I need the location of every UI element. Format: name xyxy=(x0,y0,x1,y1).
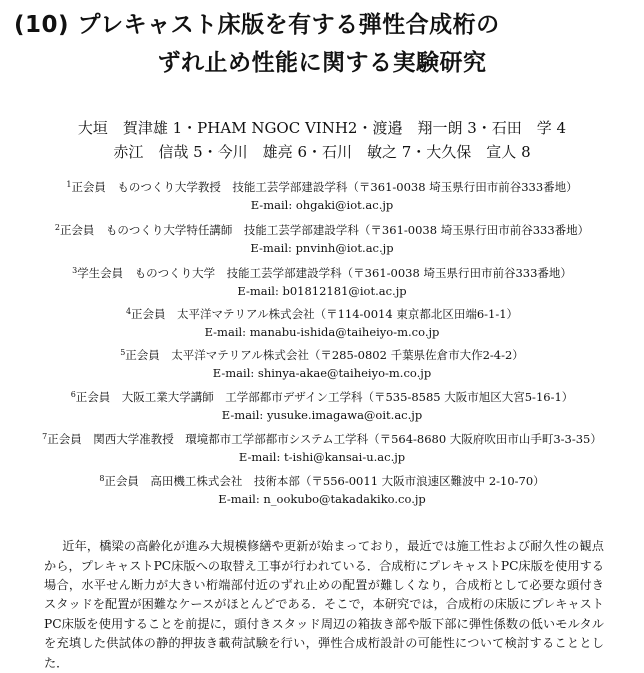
affiliation-text: 正会員 大阪工業大学講師 工学部都市デザイン工学科（〒535-8585 大阪市旭区大宮5-16-1） xyxy=(75,390,574,404)
affiliation-email: E-mail: yusuke.imagawa@oit.ac.jp xyxy=(221,408,423,422)
affiliation-6 xyxy=(0,386,644,424)
affiliation-3 xyxy=(0,262,644,300)
affiliation-number: 8 xyxy=(99,474,105,483)
abstract: 近年，橋梁の高齢化が進み大規模修繕や更新が始まっており，最近では施工性および耐久性の観点から，プレキャストPC床版への取替え工事が行われている．合成桁にプレキャストPC床版を使用する場合，水平せん断力が大きい桁端部付近のずれ止めの配置が難しくなり，合成桁として必要な頭付きスタッドを配置が困難なケースがほとんどである．そこで，本研究では，合成桁の床版にプレキャストPC床版を使用することを前提に，頭付きスタッド周辺の箱抜き部や版下部に弾性係数の低いモルタルを充填した供試体の静的押抜き載荷試験を行い，弾性合成桁設計の可能性について検討することとした． xyxy=(44,539,604,670)
affiliation-text: 学生会員 ものつくり大学 技能工芸学部建設学科（〒361-0038 埼玉県行田市前谷333番地） xyxy=(77,266,572,280)
affiliation-email: E-mail: pnvinh@iot.ac.jp xyxy=(250,241,394,255)
affiliation-number: 1 xyxy=(66,180,72,189)
affiliation-8 xyxy=(0,470,644,508)
affiliation-email: E-mail: n_ookubo@takadakiko.co.jp xyxy=(218,492,426,506)
affiliation-text: 正会員 太平洋マテリアル株式会社（〒285-0802 千葉県佐倉市大作2-4-2） xyxy=(125,348,524,362)
affiliation-number: 3 xyxy=(72,266,78,275)
authors-line-2: 赤江 信哉 5・今川 雄亮 6・石川 敏之 7・大久保 宣人 8 xyxy=(113,143,531,161)
affiliation-email: E-mail: manabu-ishida@taiheiyo-m.co.jp xyxy=(204,325,440,339)
affiliation-number: 5 xyxy=(120,348,126,357)
affiliation-7 xyxy=(0,428,644,466)
affiliation-4 xyxy=(0,303,644,341)
affiliation-email: E-mail: b01812181@iot.ac.jp xyxy=(237,284,407,298)
affiliation-email: E-mail: shinya-akae@taiheiyo-m.co.jp xyxy=(212,366,432,380)
affiliation-number: 6 xyxy=(70,390,76,399)
affiliation-text: 正会員 高田機工株式会社 技術本部（〒556-0011 大阪市浪速区難波中 2-10-70） xyxy=(104,474,545,488)
affiliation-text: 正会員 ものつくり大学教授 技能工芸学部建設学科（〒361-0038 埼玉県行田市前谷333番地） xyxy=(71,180,578,194)
affiliation-number: 7 xyxy=(42,432,48,441)
affiliation-1 xyxy=(0,176,644,214)
affiliation-2 xyxy=(0,219,644,257)
affiliation-number: 2 xyxy=(54,223,60,232)
affiliation-email: E-mail: t-ishi@kansai-u.ac.jp xyxy=(238,450,406,464)
title-line-1: (10) プレキャスト床版を有する弾性合成桁の xyxy=(14,12,500,38)
affiliation-number: 4 xyxy=(125,307,132,316)
authors-line-1: 大垣 賀津雄 1・PHAM NGOC VINH2・渡邉 翔一朗 3・石田 学 4 xyxy=(77,119,567,137)
title-line-2: ずれ止め性能に関する実験研究 xyxy=(157,50,487,76)
affiliation-text: 正会員 関西大学准教授 環境都市工学部都市システム工学科（〒564-8680 大阪府吹田市山手町3-3-35） xyxy=(47,432,602,446)
affiliation-text: 正会員 ものつくり大学特任講師 技能工芸学部建設学科（〒361-0038 埼玉県行田市前谷333番地） xyxy=(59,223,590,237)
affiliation-text: 正会員 太平洋マテリアル株式会社（〒114-0014 東京都北区田端6-1-1） xyxy=(131,307,519,321)
affiliation-5 xyxy=(0,344,644,382)
paper-title xyxy=(0,6,644,82)
affiliation-email: E-mail: ohgaki@iot.ac.jp xyxy=(250,198,394,212)
